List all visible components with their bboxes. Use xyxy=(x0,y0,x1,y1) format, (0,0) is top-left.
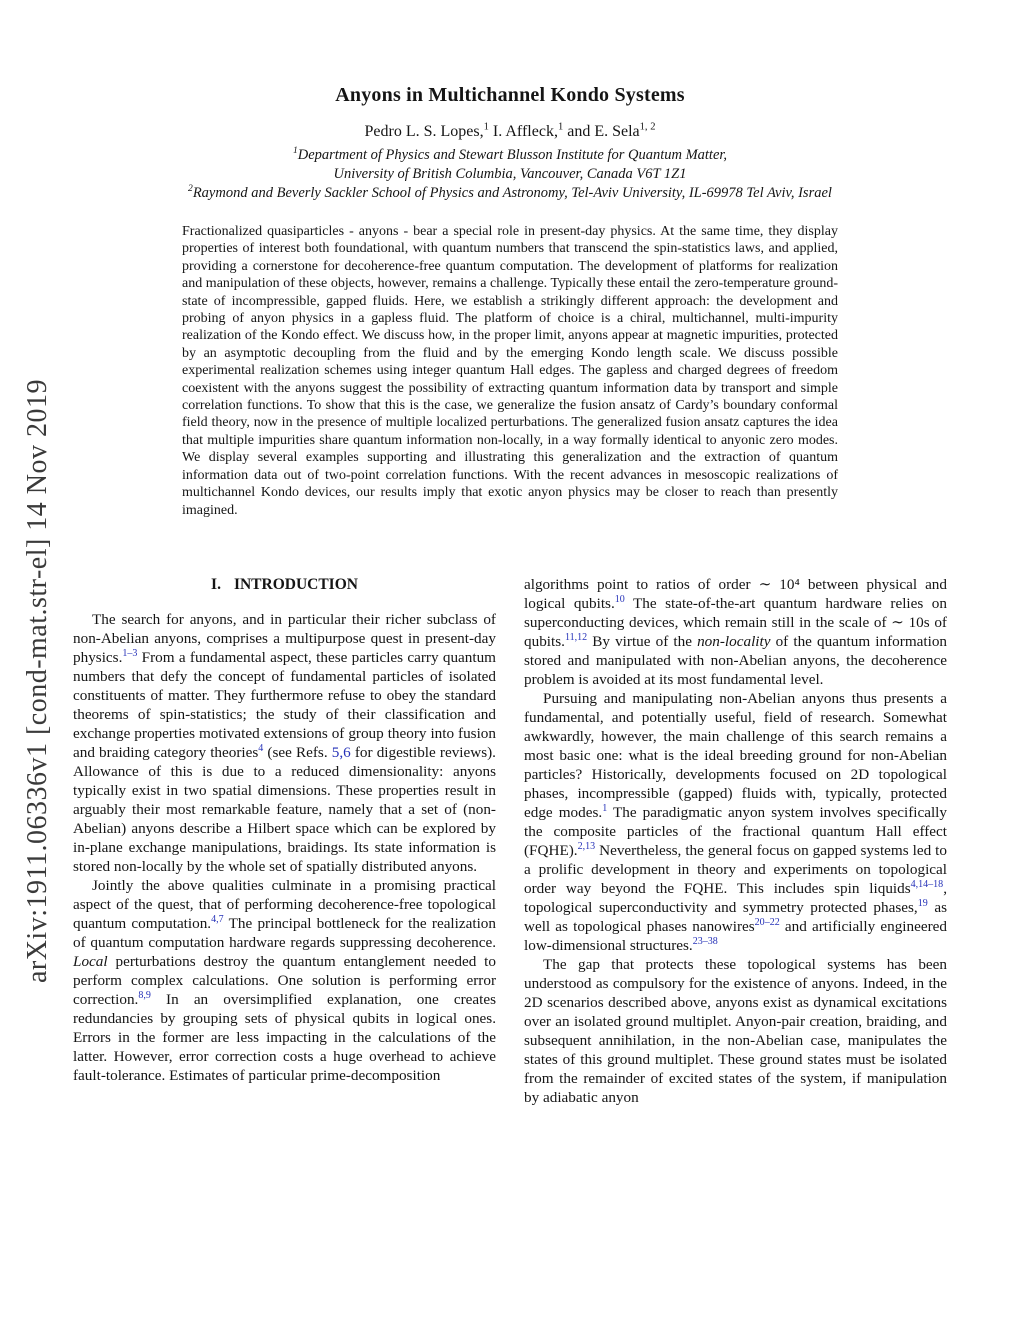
arxiv-watermark: arXiv:1911.06336v1 [cond-mat.str-el] 14 Nov 2019 xyxy=(22,378,53,984)
citation-ref[interactable]: 1, 2 xyxy=(639,121,656,133)
affiliations-block xyxy=(0,146,1020,203)
two-column-body xyxy=(0,575,1020,1107)
citation-ref[interactable]: 1–3 xyxy=(122,647,138,659)
citation-ref[interactable]: 5,6 xyxy=(331,743,351,761)
citation-ref[interactable]: 4 xyxy=(258,742,264,754)
citation-ref[interactable]: 10 xyxy=(614,593,625,605)
body-paragraph: Jointly the above qualities culminate in a promising practical aspect of the quest, that of performing decoherence-free topological quantum computation.$^{4,7}$ The principal bottleneck for the realization of quantum computation hardware regards suppressing decoherence. Local perturbations destroy the quantum entanglement needed to perform complex calculations. One solution is performing error correction.$^{8,9}$ In an oversimplified explanation, one creates redundancies by grouping sets of physical qubits in logical ones. Errors in the former are less impacting in the calculations of the latter. However, error correction costs a huge overhead to achieve fault-tolerance. Estimates of particular prime-decomposition xyxy=(73,876,496,1084)
body-paragraph: Pursuing and manipulating non-Abelian anyons thus presents a fundamental, and potentially useful, field of research. Somewhat awkwardly, however, the main challenge of this search remains a most basic one: what is the ideal breeding ground for non-Abelian particles? Historically, developments focused on 2D topological phases, incompressible (gapped) fluids with, typically, protected edge modes.$^1$ The paradigmatic anyon system involves specifically the composite particles of the fractional quantum Hall effect (FQHE).$^{2,13}$ Nevertheless, the general focus on gapped systems led to a prolific development in theory and experiments on topological order way beyond the FQHE. This includes spin liquids$^{4,14-18}$, topological superconductivity and symmetry protected phases,$^{19}$ as well as topological phases nanowires$^{20-22}$ and artificially engineered low-dimensional structures.$^{23-38}$ xyxy=(524,689,948,954)
authors-line: Pedro L. S. Lopes,$^1$ I. Affleck,$^1$ and E. Sela$^{1, 2}$ xyxy=(364,121,656,140)
citation-ref[interactable]: 1 xyxy=(483,121,489,133)
left-column xyxy=(73,575,496,1107)
citation-ref[interactable]: 20–22 xyxy=(754,916,780,928)
citation-ref[interactable]: 1 xyxy=(602,802,608,814)
paper-title: Anyons in Multichannel Kondo Systems xyxy=(335,84,685,106)
affiliation-line-3: $^2$Raymond and Beverly Sackler School of Physics and Astronomy, Tel-Aviv University, IL-69978 Tel Aviv, Israel xyxy=(188,183,832,201)
emphasized-text: Local xyxy=(73,952,108,970)
section-heading xyxy=(73,575,496,594)
citation-ref[interactable]: 19 xyxy=(917,897,928,909)
citation-ref[interactable]: 2,13 xyxy=(577,840,596,852)
citation-ref[interactable]: 23–38 xyxy=(692,935,718,947)
citation-ref[interactable]: 2 xyxy=(188,183,193,195)
citation-ref[interactable]: 1 xyxy=(557,121,564,133)
body-paragraph: The search for anyons, and in particular their richer subclass of non-Abelian anyons, comprises a multipurpose quest in present-day physics.$^{1-3}$ From a fundamental aspect, these particles carry quantum numbers that defy the concept of fundamental particles of isolated constituents of matter. They furthermore refuse to obey the standard theorems of spin-statistics; the study of their classification and exchange properties motivated extensions of group theory into fusion and braiding category theories$^4$ (see Refs. 5,6 for digestible reviews). Allowance of this is due to a reduced dimensionality: anyons typically exist in two spatial dimensions. These properties result in arguably their most remarkable feature, namely that a set of (non-Abelian) anyons describe a Hilbert space which can be explored by in-plane exchange manipulations, braidings. Its state information is stored non-locally by the whole set of spatially distributed anyons. xyxy=(73,610,496,875)
affiliation-line-2: University of British Columbia, Vancouver, Canada V6T 1Z1 xyxy=(333,166,687,182)
affiliation-line-1: $^1$Department of Physics and Stewart Blusson Institute for Quantum Matter, xyxy=(292,145,728,163)
citation-ref[interactable]: 4,7 xyxy=(211,913,224,925)
body-paragraph: algorithms point to ratios of order ∼ 10⁴ between physical and logical qubits.$^{10}$ The state-of-the-art quantum hardware relies on superconducting devices, which remain still in the scale of ∼ 10s of qubits.$^{11,12}$ By virtue of the non-locality of the quantum information stored and manipulated with non-Abelian anyons, the decoherence problem is avoided at its most fundamental level. xyxy=(524,575,948,688)
right-column xyxy=(524,575,947,1107)
citation-ref[interactable]: 1 xyxy=(292,145,298,157)
section-title: INTRODUCTION xyxy=(233,575,358,593)
section-number: I. xyxy=(211,575,221,593)
citation-ref[interactable]: 11,12 xyxy=(564,631,588,643)
body-paragraph: The gap that protects these topological systems has been understood as compulsory for the existence of anyons. Indeed, in the 2D scenarios described above, anyons exist as dynamical excitations over an isolated ground multiplet. Anyon-pair creation, braiding, and subsequent annihilation, in the non-Abelian case, manipulates the states of this ground multiplet. These ground states must be isolated from the remainder of excited states of the system, if manipulation by adiabatic anyon xyxy=(524,955,947,1106)
abstract-text: Fractionalized quasiparticles - anyons - bear a special role in present-day physics. At the same time, they display properties of interest both foundational, with quantum numbers that transcend the spin-statistics laws, and applied, providing a cornerstone for decoherence-free quantum computation. The development of platforms for realization and manipulation of these objects, however, remains a challenge. Typically these entail the zero-temperature ground-state of incompressible, gapped fluids. Here, we establish a strikingly different approach: the development and probing of anyon physics in a gapless fluid. The platform of choice is a chiral, multichannel, multi-impurity realization of the Kondo effect. We discuss how, in the proper limit, anyons appear at magnetic impurities, protected by an asymptotic decoupling from the fluid and by the emerging Kondo length scale. We discuss possible experimental realization schemes using integer quantum Hall edges. The gapless and charged degrees of freedom coexistent with the anyons suggest the possibility of extracting quantum information data by transport and simple correlation functions. To show that this is the case, we generalize the fusion ansatz of Cardy’s boundary conformal field theory, now in the presence of multiple localized perturbations. The generalized fusion ansatz captures the idea that multiple impurities share quantum information non-locally, in a way formally identical to anyonic zero modes. We display several examples supporting and illustrating this generalization and the extraction of quantum information data out of two-point correlation functions. With the recent advances in mesoscopic realizations of multichannel Kondo devices, our results imply that exotic anyon physics may be closer to reach than presently imagined. xyxy=(182,224,838,518)
emphasized-text: non-locality xyxy=(697,632,771,650)
citation-ref[interactable]: 8,9 xyxy=(138,989,151,1001)
citation-ref[interactable]: 4,14–18 xyxy=(910,878,944,890)
